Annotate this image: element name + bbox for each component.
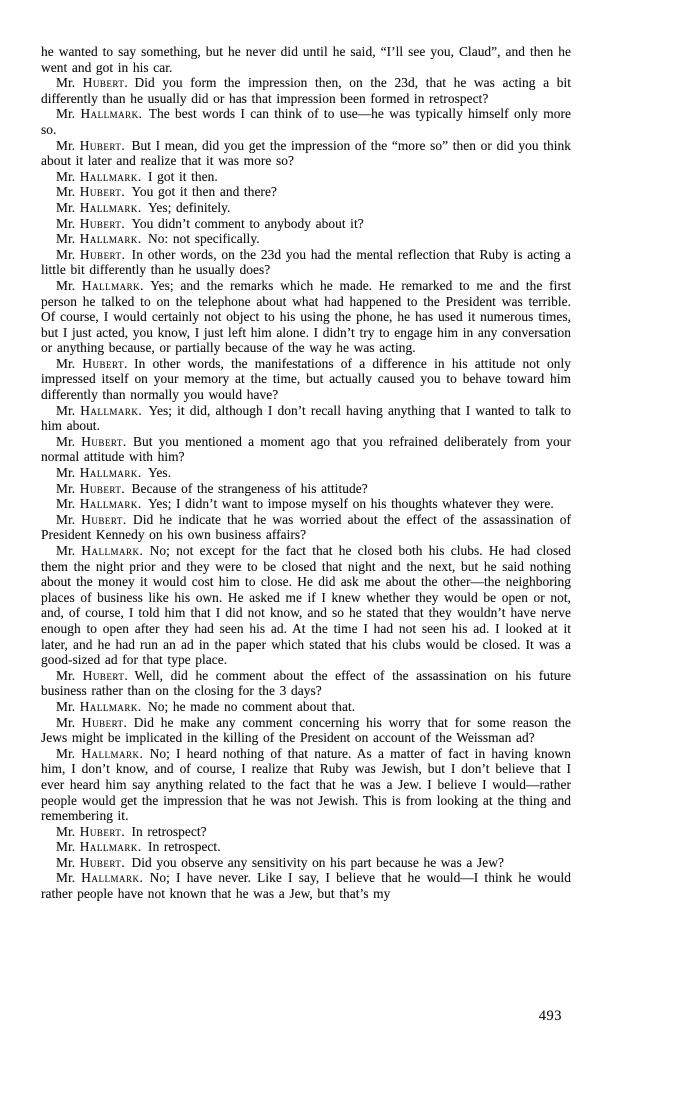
speaker-label: Mr. Hubert. [56,215,125,231]
speaker-name: Hallmark [81,870,140,886]
speaker-name: Hubert [79,823,122,839]
paragraph: Mr. Hallmark. The best words I can think of to use—he was typically himself only more so. [41,106,571,137]
paragraph: Mr. Hubert. Did he indicate that he was worried about the effect of the assassination of President Kennedy on his own business affairs? [41,511,571,543]
paragraph: Mr. Hallmark. Yes; and the remarks which he made. He remarked to me and the first person he talked to on the telephone about what had happened to the President was terrible. Of course, I would certainly not object to his using the phone, he has used it numerous times, but I just acted, you know, I just left him alone. I didn’t try to engage him in any conversation or anything because, or partially because of the way he was acting. [41,277,571,356]
paragraph: Mr. Hubert. Well, did he comment about the effect of the assassination on his future business rather than on the closing for the 3 days? [41,667,571,699]
speaker-label: Mr. Hallmark. [56,277,144,293]
speaker-label: Mr. Hubert. [56,184,125,200]
paragraph: Mr. Hubert. In retrospect? [56,823,207,839]
page-number: 493 [538,1008,562,1024]
speaker-label: Mr. Hallmark. [56,839,142,855]
paragraph: Mr. Hubert. In other words, on the 23d you had the mental reflection that Ruby is acting a little bit differently than he usually does? [41,246,571,278]
speaker-name: Hubert [81,714,124,730]
paragraph: Mr. Hallmark. Yes; definitely. [56,199,231,215]
paragraph: he wanted to say something, but he never did until he said, “I’ll see you, Claud”, and then he went and got in his car. [41,44,571,75]
speaker-label: Mr. Hallmark. [56,543,143,558]
speaker-name: Hubert [79,184,122,200]
paragraph: Mr. Hallmark. In retrospect. [56,839,221,855]
speaker-name: Hubert [79,137,122,153]
paragraph: Mr. Hallmark. I got it then. [56,168,218,184]
speaker-label: Mr. Hallmark. [56,168,142,184]
speaker-name: Hallmark [79,168,138,184]
paragraph: Mr. Hubert. Because of the strangeness of his attitude? [56,480,368,496]
speaker-name: Hubert [82,75,125,91]
speaker-label: Mr. Hubert. [56,667,128,683]
speaker-name: Hallmark [79,839,138,855]
speaker-name: Hubert [81,511,123,527]
speaker-name: Hubert [79,480,122,496]
speaker-name: Hallmark [81,745,140,761]
paragraph: Mr. Hallmark. No; he made no comment about that. [56,698,356,714]
paragraph: Mr. Hallmark. No; not except for the fact that he closed both his clubs. He had closed them the night prior and they were to be closed that night and the next, but he said nothing about the money it would cost him to close. He did ask me about the other—the neighboring places of business like his own. He asked me if I knew whether they would be open or not, and, of course, I told him that I did not know, and so he stated that they wouldn’t have nerve enough to open after they had seen his ad. At the time I had not seen his ad. I looked at it later, and he had run an ad in the paper which stated that his clubs would be closed. It was a good-sized ad for that type place. [41,543,571,668]
paragraph: Mr. Hubert. Did he make any comment concerning his worry that for some reason the Jews might be implicated in the killing of the President on account of the Weissman ad? [41,714,571,746]
speaker-name: Hallmark [81,277,141,293]
paragraph: Mr. Hubert. Did you form the impression then, on the 23d, that he was acting a bit differently than he usually did or has that impression been formed in retrospect? [41,75,571,106]
speaker-label: Mr. Hubert. [56,355,128,371]
speaker-name: Hallmark [79,199,138,215]
paragraph: Mr. Hallmark. Yes. [56,465,172,481]
paragraph: Mr. Hubert. But you mentioned a moment ago that you refrained deliberately from your normal attitude with him? [41,433,571,465]
speaker-label: Mr. Hallmark. [56,496,142,512]
testimony-text [41,44,571,902]
paragraph: Mr. Hubert. Did you observe any sensitivity on his part because he was a Jew? [56,854,504,870]
speaker-label: Mr. Hubert. [56,137,125,153]
speaker-label: Mr. Hubert. [56,75,128,91]
speaker-label: Mr. Hallmark. [56,745,143,761]
speaker-name: Hallmark [81,543,140,558]
speaker-label: Mr. Hallmark. [56,698,142,714]
paragraph: Mr. Hallmark. No; I have never. Like I say, I believe that he would—I think he would rather people have not known that he was a Jew, but that’s my [41,870,571,902]
speaker-label: Mr. Hallmark. [56,231,142,247]
speaker-label: Mr. Hubert. [56,511,127,527]
speaker-label: Mr. Hallmark. [56,402,142,418]
speaker-label: Mr. Hubert. [56,714,127,730]
paragraph: Mr. Hubert. In other words, the manifestations of a difference in his attitude not only impressed itself on your memory at the time, but actually caused you to behave toward him differently than normally you would have? [41,355,571,403]
paragraph: Mr. Hubert. But I mean, did you get the impression of the “more so” then or did you think about it later and realize that it was more so? [41,137,571,169]
speaker-name: Hallmark [79,698,138,714]
speaker-name: Hallmark [79,496,138,512]
speaker-name: Hubert [82,667,125,683]
speaker-name: Hallmark [80,402,139,418]
speaker-name: Hallmark [79,465,138,481]
speaker-label: Mr. Hallmark. [56,199,142,215]
speaker-label: Mr. Hubert. [56,854,125,870]
speaker-name: Hubert [79,246,122,262]
speaker-name: Hubert [82,355,124,371]
paragraph: Mr. Hubert. You didn’t comment to anybody about it? [56,215,364,231]
paragraph: Mr. Hallmark. Yes; it did, although I don’t recall having anything that I wanted to talk to him about. [41,402,571,434]
paragraph: Mr. Hubert. You got it then and there? [56,184,277,200]
speaker-label: Mr. Hubert. [56,823,125,839]
paragraph: Mr. Hallmark. Yes; I didn’t want to impose myself on his thoughts whatever they were. [56,496,554,512]
paragraph: Mr. Hallmark. No: not specifically. [56,231,260,247]
speaker-label: Mr. Hubert. [56,480,125,496]
speaker-name: Hallmark [80,106,139,122]
speaker-label: Mr. Hubert. [56,246,125,262]
speaker-label: Mr. Hallmark. [56,465,142,481]
speaker-name: Hallmark [79,231,138,247]
speaker-label: Mr. Hallmark. [56,870,143,886]
paragraph: Mr. Hallmark. No; I heard nothing of that nature. As a matter of fact in having known him, I don’t know, and of course, I realize that Ruby was Jewish, but I don’t believe that I ever heard him say anything related to the fact that he was a Jew. I believe I would—rather people would get the impression that he was not Jewish. This is from looking at the thing and remembering it. [41,745,571,824]
speaker-name: Hubert [79,215,122,231]
speaker-label: Mr. Hallmark. [56,106,143,122]
speaker-label: Mr. Hubert. [56,433,127,449]
speaker-name: Hubert [81,433,123,449]
speaker-name: Hubert [79,854,122,870]
